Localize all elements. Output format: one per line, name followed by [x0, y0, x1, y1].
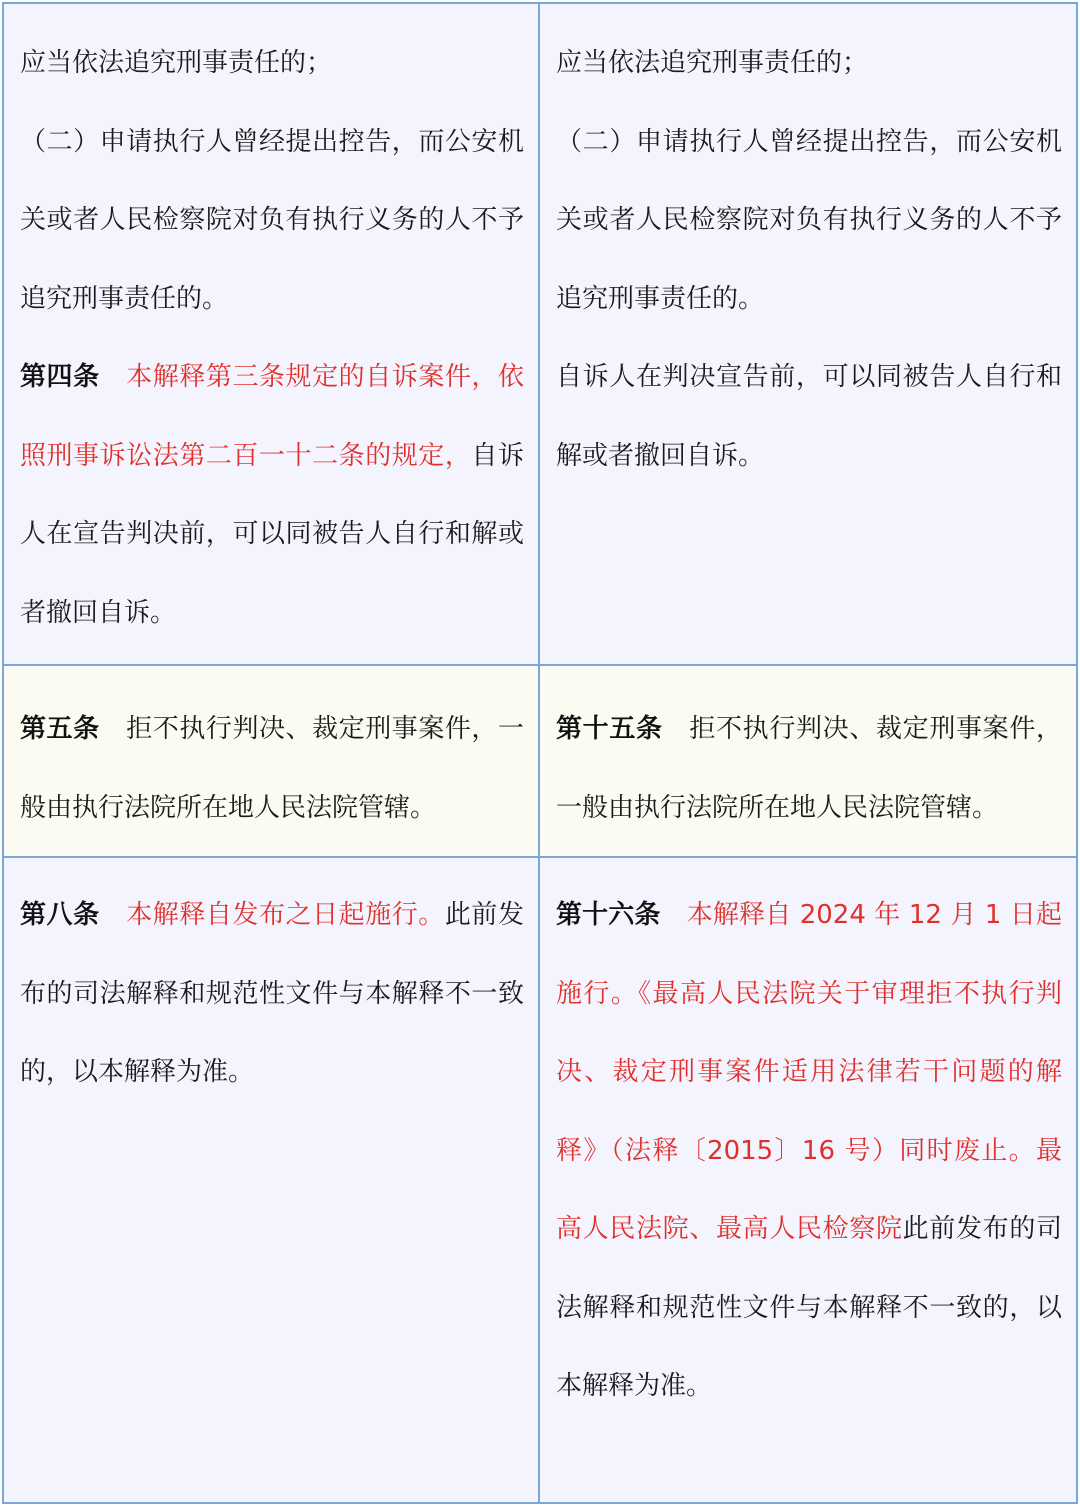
- new-version-cell: [540, 666, 1076, 856]
- clause-text: （二）申请执行人曾经提出控告，而公安机关或者人民检察院对负有执行义务的人不予追究刑事责任的。: [20, 126, 524, 314]
- table-row: [4, 4, 1076, 666]
- clause-text: （二）申请执行人曾经提出控告，而公安机关或者人民检察院对负有执行义务的人不予追究刑事责任的。: [556, 126, 1062, 314]
- article-label: 第四条: [20, 362, 100, 392]
- table-row: [4, 666, 1076, 858]
- old-version-cell: [4, 4, 540, 664]
- article-label: 第十五条: [556, 714, 663, 744]
- article-5: [20, 690, 524, 847]
- article-label: 第五条: [20, 714, 100, 744]
- clause-text: 自诉人在判决宣告前，可以同被告人自行和解或者撤回自诉。: [556, 362, 1062, 471]
- clause-text: 应当依法追究刑事责任的；: [556, 48, 869, 78]
- clause-text: 此前发布的司法解释和规范性文件与本解释不一致的，以本解释为准。: [556, 1214, 1062, 1401]
- clause-text: 拒不执行判决、裁定刑事案件，一般由执行法院所在地人民法院管辖。: [20, 714, 524, 823]
- amended-text: 本解释第三条规定的自诉案件，依照刑事诉讼法第二百一十二条的规定，: [20, 362, 524, 471]
- new-version-cell: [540, 858, 1076, 1502]
- article-8: [20, 876, 524, 1112]
- table-row: [4, 858, 1076, 1502]
- article-4: [20, 338, 524, 652]
- article-16: [556, 876, 1062, 1426]
- old-version-cell: [4, 666, 540, 856]
- clause-text: 应当依法追究刑事责任的；: [20, 48, 333, 78]
- article-label: 第十六条: [556, 900, 661, 930]
- amended-text: 本解释自 2024 年 12 月 1 日起施行。《最高人民法院关于审理拒不执行判决、裁定刑事案件适用法律若干问题的解释》（法释〔2015〕16 号）同时废止。最高人民法院、最高人民检察院: [556, 900, 1062, 1244]
- article-label: 第八条: [20, 900, 100, 930]
- clause-text: 自诉人在宣告判决前，可以同被告人自行和解或者撤回自诉。: [20, 440, 524, 628]
- clause-text: 此前发布的司法解释和规范性文件与本解释不一致的，以本解释为准。: [20, 900, 524, 1087]
- amended-text: 本解释自发布之日起施行。: [125, 900, 445, 930]
- old-version-cell: [4, 858, 540, 1502]
- clause-text: 拒不执行判决、裁定刑事案件，一般由执行法院所在地人民法院管辖。: [556, 714, 1062, 823]
- comparison-table: [2, 2, 1078, 1504]
- article-15: [556, 690, 1062, 847]
- new-version-cell: [540, 4, 1076, 664]
